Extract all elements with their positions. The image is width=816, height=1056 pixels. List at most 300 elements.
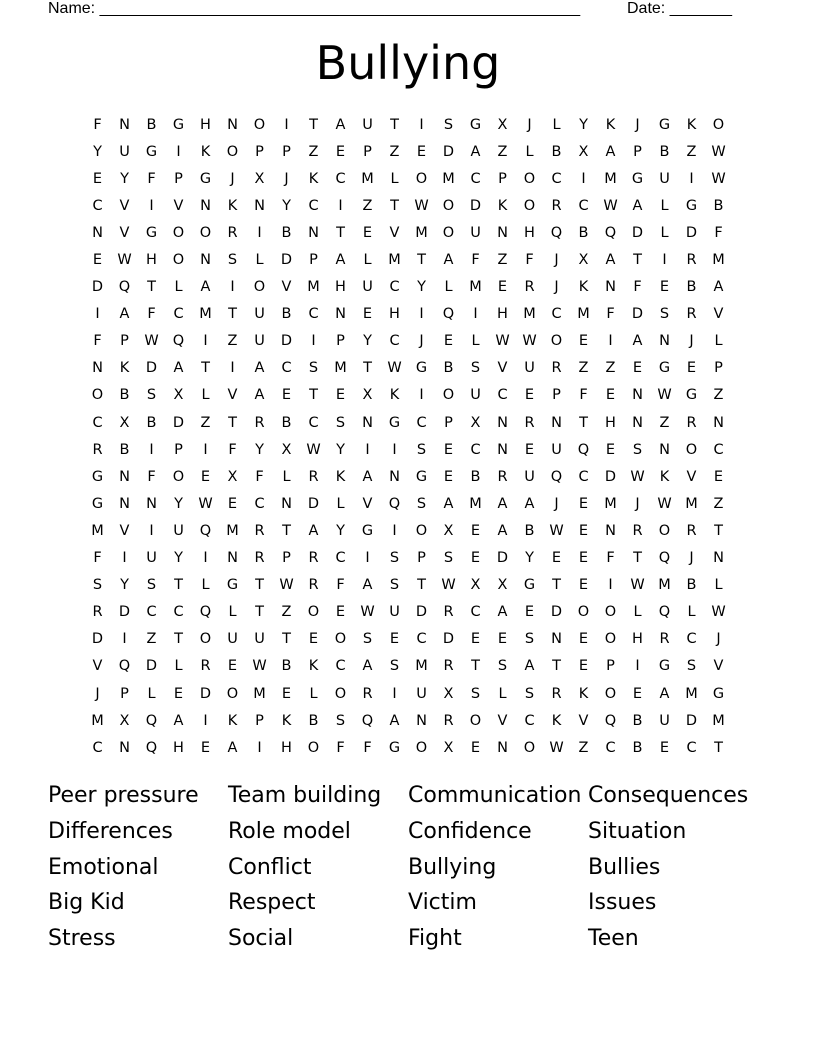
grid-letter: P	[498, 170, 507, 187]
word-search-grid	[84, 111, 732, 761]
grid-letter: J	[554, 495, 559, 512]
grid-letter: I	[608, 333, 613, 350]
grid-letter: F	[714, 224, 723, 241]
grid-letter: N	[497, 441, 508, 458]
grid-letter: A	[497, 604, 508, 621]
grid-letter: X	[443, 739, 454, 756]
grid-letter: N	[605, 279, 616, 296]
grid-letter: G	[145, 143, 158, 160]
grid-letter: M	[415, 224, 428, 241]
grid-letter: D	[145, 658, 158, 675]
grid-letter: C	[92, 197, 103, 214]
grid-letter: F	[606, 306, 615, 323]
grid-letter: Z	[362, 197, 373, 214]
grid-letter: K	[578, 279, 589, 296]
grid-letter: C	[308, 197, 319, 214]
grid-letter: V	[389, 224, 400, 241]
grid-letter: I	[419, 306, 424, 323]
word-bank-item: Consequences	[588, 783, 749, 808]
grid-letter: R	[362, 685, 373, 702]
grid-letter: E	[335, 387, 346, 404]
grid-letter: B	[443, 360, 454, 377]
grid-letter: V	[119, 522, 130, 539]
grid-letter: G	[172, 116, 185, 133]
grid-letter: E	[497, 631, 508, 648]
grid-letter: O	[307, 604, 320, 621]
word-bank-item: Emotional	[48, 854, 159, 880]
grid-letter: L	[363, 252, 372, 269]
grid-letter: H	[389, 306, 400, 323]
grid-letter: Q	[199, 604, 212, 621]
grid-letter: O	[604, 604, 617, 621]
grid-letter: E	[227, 658, 238, 675]
grid-letter: S	[497, 658, 508, 675]
grid-letter: Y	[120, 577, 129, 594]
grid-letter: C	[551, 306, 562, 323]
grid-letter: G	[631, 170, 644, 187]
grid-letter: O	[523, 170, 536, 187]
grid-letter: C	[92, 414, 103, 431]
grid-letter: Z	[281, 604, 292, 621]
grid-letter: K	[335, 468, 346, 485]
grid-letter: N	[119, 116, 130, 133]
grid-letter: U	[362, 279, 373, 296]
grid-letter: L	[201, 387, 210, 404]
grid-letter: I	[230, 360, 235, 377]
grid-letter: R	[686, 306, 697, 323]
grid-letter: C	[578, 468, 589, 485]
word-bank-item: Respect	[228, 890, 316, 916]
grid-letter: E	[281, 387, 292, 404]
grid-letter: O	[199, 631, 212, 648]
word-bank-item: Peer pressure	[48, 783, 199, 808]
grid-letter: X	[281, 441, 292, 458]
grid-letter: O	[172, 252, 185, 269]
grid-letter: F	[579, 387, 588, 404]
grid-letter: R	[443, 712, 454, 729]
word-bank-item: Bullies	[588, 854, 661, 880]
grid-letter: K	[497, 197, 508, 214]
grid-letter: L	[444, 279, 453, 296]
grid-letter: T	[417, 252, 426, 269]
grid-letter: I	[365, 441, 370, 458]
grid-letter: E	[497, 279, 508, 296]
grid-letter: Z	[578, 739, 589, 756]
grid-letter: W	[414, 197, 429, 214]
grid-letter: P	[336, 333, 345, 350]
grid-letter: M	[334, 360, 347, 377]
grid-letter: Q	[658, 550, 671, 567]
word-bank-item: Victim	[408, 890, 477, 916]
grid-letter: W	[198, 495, 213, 512]
grid-letter: A	[362, 658, 373, 675]
grid-letter: G	[199, 170, 212, 187]
grid-letter: C	[551, 170, 562, 187]
grid-letter: E	[443, 333, 454, 350]
grid-letter: Q	[550, 224, 563, 241]
grid-letter: O	[226, 143, 239, 160]
word-bank-item: Fight	[408, 926, 462, 951]
grid-letter: C	[308, 306, 319, 323]
grid-letter: W	[630, 577, 645, 594]
grid-letter: L	[714, 333, 723, 350]
grid-letter: G	[658, 116, 671, 133]
grid-letter: Q	[172, 333, 185, 350]
grid-letter: L	[147, 685, 156, 702]
grid-letter: M	[253, 685, 266, 702]
grid-letter: C	[605, 739, 616, 756]
grid-letter: G	[685, 197, 698, 214]
grid-letter: R	[227, 224, 238, 241]
grid-letter: X	[578, 252, 589, 269]
grid-letter: U	[659, 170, 670, 187]
grid-letter: F	[633, 279, 642, 296]
grid-letter: L	[660, 224, 669, 241]
grid-letter: G	[91, 468, 104, 485]
grid-letter: W	[630, 468, 645, 485]
grid-letter: T	[390, 116, 399, 133]
grid-letter: C	[578, 197, 589, 214]
grid-letter: A	[443, 495, 454, 512]
grid-letter: G	[361, 522, 374, 539]
grid-letter: I	[419, 116, 424, 133]
grid-letter: A	[119, 306, 130, 323]
grid-letter: V	[497, 712, 508, 729]
grid-letter: U	[524, 468, 535, 485]
grid-letter: S	[389, 577, 400, 594]
grid-letter: U	[254, 306, 265, 323]
grid-letter: N	[254, 197, 265, 214]
grid-letter: N	[308, 224, 319, 241]
date-field-label: Date: _______	[627, 0, 732, 17]
grid-letter: L	[390, 170, 399, 187]
grid-letter: O	[199, 224, 212, 241]
grid-letter: C	[524, 712, 535, 729]
grid-letter: N	[713, 414, 724, 431]
grid-letter: A	[227, 739, 238, 756]
grid-letter: I	[95, 306, 100, 323]
grid-letter: E	[470, 739, 481, 756]
grid-letter: D	[469, 197, 482, 214]
grid-letter: O	[604, 685, 617, 702]
grid-letter: F	[525, 252, 534, 269]
grid-letter: L	[309, 685, 318, 702]
grid-letter: E	[578, 631, 589, 648]
grid-letter: P	[363, 143, 372, 160]
grid-letter: J	[419, 333, 424, 350]
word-bank-item: Social	[228, 926, 294, 951]
grid-letter: I	[149, 522, 154, 539]
grid-letter: G	[685, 387, 698, 404]
grid-letter: F	[228, 441, 237, 458]
grid-letter: K	[281, 712, 292, 729]
grid-letter: L	[201, 577, 210, 594]
grid-letter: Q	[604, 712, 617, 729]
grid-letter: I	[257, 224, 262, 241]
grid-letter: I	[473, 306, 478, 323]
grid-letter: S	[443, 116, 454, 133]
grid-letter: D	[415, 604, 428, 621]
grid-letter: A	[389, 712, 400, 729]
grid-letter: G	[415, 360, 428, 377]
grid-letter: O	[226, 685, 239, 702]
grid-letter: W	[711, 170, 726, 187]
grid-letter: K	[551, 712, 562, 729]
grid-letter: L	[336, 495, 345, 512]
grid-letter: S	[389, 550, 400, 567]
grid-letter: T	[147, 279, 156, 296]
grid-letter: R	[686, 252, 697, 269]
grid-letter: T	[228, 306, 237, 323]
grid-letter: I	[392, 522, 397, 539]
grid-letter: Y	[579, 116, 588, 133]
grid-letter: Q	[577, 441, 590, 458]
grid-letter: H	[200, 116, 211, 133]
grid-letter: E	[524, 387, 535, 404]
grid-letter: Z	[308, 143, 319, 160]
grid-letter: A	[470, 143, 481, 160]
grid-letter: B	[281, 224, 292, 241]
grid-letter: Q	[658, 604, 671, 621]
grid-letter: B	[659, 143, 670, 160]
grid-letter: R	[551, 197, 562, 214]
grid-letter: N	[200, 197, 211, 214]
grid-letter: J	[284, 170, 289, 187]
grid-letter: G	[469, 116, 482, 133]
grid-letter: L	[174, 279, 183, 296]
grid-letter: X	[470, 414, 481, 431]
grid-letter: J	[716, 631, 721, 648]
grid-letter: C	[686, 631, 697, 648]
grid-letter: Q	[199, 522, 212, 539]
grid-letter: C	[281, 360, 292, 377]
grid-letter: E	[605, 387, 616, 404]
grid-letter: B	[713, 197, 724, 214]
grid-letter: T	[552, 658, 561, 675]
grid-letter: M	[577, 306, 590, 323]
grid-letter: T	[255, 604, 264, 621]
grid-letter: G	[388, 739, 401, 756]
grid-letter: L	[687, 604, 696, 621]
grid-letter: R	[659, 631, 670, 648]
grid-letter: D	[442, 143, 455, 160]
grid-letter: R	[551, 360, 562, 377]
grid-letter: S	[335, 712, 346, 729]
grid-letter: Z	[227, 333, 238, 350]
grid-letter: K	[578, 685, 589, 702]
grid-letter: T	[714, 522, 723, 539]
grid-letter: S	[146, 387, 157, 404]
grid-letter: Z	[713, 495, 724, 512]
grid-letter: E	[200, 468, 211, 485]
word-bank-item: Conflict	[228, 854, 312, 880]
grid-letter: Y	[525, 550, 534, 567]
grid-letter: D	[442, 631, 455, 648]
grid-letter: T	[714, 739, 723, 756]
grid-letter: J	[635, 495, 640, 512]
grid-letter: E	[578, 522, 589, 539]
grid-letter: O	[415, 522, 428, 539]
grid-letter: C	[254, 495, 265, 512]
grid-letter: I	[122, 550, 127, 567]
grid-letter: K	[119, 360, 130, 377]
grid-letter: O	[442, 197, 455, 214]
grid-letter: H	[497, 306, 508, 323]
grid-letter: O	[253, 279, 266, 296]
grid-letter: D	[118, 604, 131, 621]
grid-letter: Y	[120, 170, 129, 187]
grid-letter: J	[95, 685, 100, 702]
grid-letter: M	[469, 495, 482, 512]
grid-letter: R	[254, 414, 265, 431]
grid-letter: N	[227, 550, 238, 567]
grid-letter: L	[633, 604, 642, 621]
grid-letter: E	[605, 441, 616, 458]
grid-letter: A	[713, 279, 724, 296]
grid-letter: X	[443, 522, 454, 539]
grid-letter: A	[173, 712, 184, 729]
grid-letter: K	[200, 143, 211, 160]
grid-letter: F	[147, 170, 156, 187]
grid-letter: N	[497, 414, 508, 431]
grid-letter: U	[119, 143, 130, 160]
grid-letter: E	[335, 143, 346, 160]
grid-letter: W	[603, 197, 618, 214]
grid-letter: W	[522, 333, 537, 350]
grid-letter: I	[635, 658, 640, 675]
grid-letter: B	[281, 658, 292, 675]
grid-letter: K	[227, 197, 238, 214]
grid-letter: E	[551, 550, 562, 567]
grid-letter: E	[470, 550, 481, 567]
grid-letter: C	[335, 550, 346, 567]
grid-letter: R	[200, 658, 211, 675]
grid-letter: Q	[550, 468, 563, 485]
grid-letter: C	[389, 333, 400, 350]
grid-letter: B	[686, 577, 697, 594]
grid-letter: C	[497, 387, 508, 404]
grid-letter: H	[335, 279, 346, 296]
grid-letter: I	[149, 197, 154, 214]
grid-letter: Y	[363, 333, 372, 350]
grid-letter: M	[685, 495, 698, 512]
grid-letter: P	[174, 170, 183, 187]
word-bank-item: Situation	[588, 818, 687, 844]
grid-letter: S	[416, 495, 427, 512]
grid-letter: E	[578, 577, 589, 594]
grid-letter: A	[254, 387, 265, 404]
grid-letter: E	[362, 224, 373, 241]
grid-letter: T	[471, 658, 480, 675]
grid-letter: G	[712, 685, 725, 702]
grid-letter: A	[200, 279, 211, 296]
grid-letter: P	[282, 550, 291, 567]
grid-letter: W	[117, 252, 132, 269]
grid-letter: B	[119, 387, 130, 404]
grid-letter: M	[712, 252, 725, 269]
grid-letter: A	[605, 252, 616, 269]
grid-letter: E	[470, 522, 481, 539]
grid-letter: W	[252, 658, 267, 675]
grid-letter: W	[144, 333, 159, 350]
grid-letter: L	[498, 685, 507, 702]
grid-letter: U	[173, 522, 184, 539]
grid-letter: U	[254, 631, 265, 648]
grid-letter: L	[255, 252, 264, 269]
page-title: Bullying	[315, 36, 501, 90]
grid-letter: S	[335, 414, 346, 431]
grid-letter: X	[227, 468, 238, 485]
word-bank-item: Issues	[588, 890, 657, 916]
grid-letter: S	[659, 306, 670, 323]
grid-letter: I	[311, 333, 316, 350]
grid-letter: I	[419, 387, 424, 404]
grid-letter: N	[335, 306, 346, 323]
grid-letter: D	[631, 306, 644, 323]
grid-letter: M	[442, 170, 455, 187]
grid-letter: T	[633, 252, 642, 269]
grid-letter: C	[173, 604, 184, 621]
grid-letter: D	[172, 414, 185, 431]
grid-letter: O	[172, 468, 185, 485]
word-bank-item: Bullying	[408, 854, 497, 880]
grid-letter: X	[470, 577, 481, 594]
grid-letter: W	[549, 522, 564, 539]
grid-letter: E	[227, 495, 238, 512]
grid-letter: C	[713, 441, 724, 458]
name-field-label: Name: ______________________________________________________	[48, 0, 581, 17]
grid-letter: O	[469, 712, 482, 729]
grid-letter: Z	[389, 143, 400, 160]
grid-letter: U	[416, 685, 427, 702]
word-bank-item: Role model	[228, 818, 351, 844]
grid-letter: X	[443, 685, 454, 702]
grid-letter: L	[525, 143, 534, 160]
grid-letter: B	[308, 712, 319, 729]
grid-letter: N	[362, 414, 373, 431]
grid-letter: P	[120, 685, 129, 702]
grid-letter: B	[119, 441, 130, 458]
grid-letter: R	[443, 658, 454, 675]
grid-letter: Z	[200, 414, 211, 431]
grid-letter: C	[470, 170, 481, 187]
grid-letter: S	[416, 441, 427, 458]
grid-letter: N	[281, 495, 292, 512]
grid-letter: X	[362, 387, 373, 404]
grid-letter: F	[336, 577, 345, 594]
grid-letter: L	[660, 197, 669, 214]
grid-letter: D	[280, 333, 293, 350]
grid-letter: F	[93, 550, 102, 567]
grid-letter: C	[470, 604, 481, 621]
grid-letter: K	[308, 658, 319, 675]
grid-letter: X	[173, 387, 184, 404]
grid-letter: V	[362, 495, 373, 512]
grid-letter: N	[497, 224, 508, 241]
grid-letter: V	[92, 658, 103, 675]
grid-letter: M	[307, 279, 320, 296]
grid-letter: J	[689, 550, 694, 567]
grid-letter: J	[689, 333, 694, 350]
grid-letter: W	[495, 333, 510, 350]
grid-letter: N	[92, 360, 103, 377]
grid-letter: W	[711, 143, 726, 160]
grid-letter: E	[659, 279, 670, 296]
grid-letter: P	[255, 712, 264, 729]
grid-letter: O	[334, 685, 347, 702]
grid-letter: G	[226, 577, 239, 594]
grid-letter: D	[199, 685, 212, 702]
